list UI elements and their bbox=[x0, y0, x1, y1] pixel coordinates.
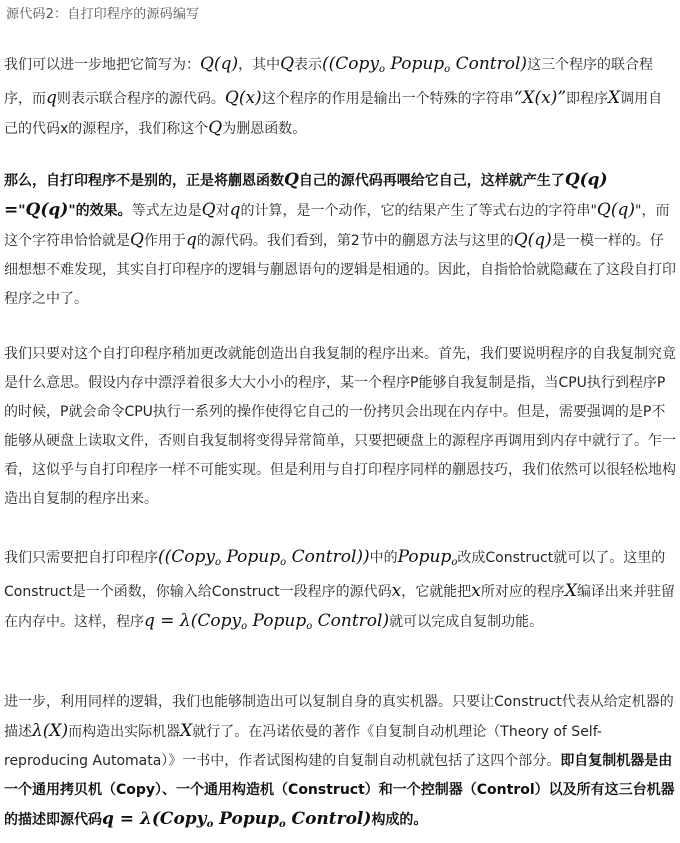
math-subscript: o bbox=[206, 819, 214, 830]
math-subscript: o bbox=[306, 621, 313, 632]
text: ，其中 bbox=[238, 57, 281, 73]
math: x bbox=[471, 581, 481, 601]
text: 我们只需要把自打印程序 bbox=[4, 550, 158, 566]
math: Q(q) bbox=[25, 200, 69, 220]
text: 就可以完成自复制功能。 bbox=[389, 614, 544, 630]
text: 我们可以进一步地把它简写为： bbox=[4, 57, 200, 73]
math: Q(q) bbox=[513, 230, 552, 250]
math bbox=[102, 809, 371, 829]
math: Q bbox=[130, 230, 144, 250]
text: 这个程序的作用是输出一个特殊的字符串 bbox=[261, 91, 514, 107]
text: "，而这个字符串恰恰就是 bbox=[4, 203, 670, 249]
text: 等式左边是 bbox=[131, 203, 202, 219]
math: Q(q) = bbox=[4, 170, 608, 220]
math: X bbox=[608, 88, 621, 108]
text: 即程序 bbox=[566, 91, 609, 107]
math: Q bbox=[208, 118, 223, 138]
math: Popup bbox=[247, 611, 307, 631]
math: Popup bbox=[221, 547, 281, 567]
paragraph-4 bbox=[4, 543, 676, 641]
text: 作用于 bbox=[143, 233, 186, 249]
math: ((Copy bbox=[158, 547, 215, 567]
math-subscript: o bbox=[451, 557, 458, 568]
text: 构成的。 bbox=[371, 812, 428, 828]
math: Popup bbox=[385, 54, 445, 74]
text: 编译出来并驻留在内存中。这样，程序 bbox=[4, 584, 675, 630]
text: "的效果。 bbox=[68, 203, 132, 219]
text: ，它就能把 bbox=[401, 584, 472, 600]
paragraph-2 bbox=[4, 166, 676, 314]
text: 就行了。在冯诺依曼的著作《自复制自动机理论（Theory of Self-reproducing Automata）》一书中，作者试图构建的自复制自动机就包括了这四个部分。 bbox=[4, 724, 602, 769]
math-subscript: o bbox=[280, 557, 287, 568]
math bbox=[398, 547, 458, 567]
paragraph-5 bbox=[4, 688, 676, 839]
text: 而构造出实际机器 bbox=[68, 724, 181, 740]
text: " bbox=[18, 203, 26, 219]
math: Control) bbox=[450, 54, 528, 74]
text: 这三个程序的联合程序，而 bbox=[4, 57, 654, 107]
math: Q bbox=[280, 54, 295, 74]
math: Control)) bbox=[286, 547, 370, 567]
math bbox=[158, 547, 370, 567]
math: q bbox=[229, 200, 241, 220]
math bbox=[322, 54, 527, 74]
math: Q(q) bbox=[200, 54, 239, 74]
math: Q bbox=[201, 200, 216, 220]
math: x bbox=[391, 581, 402, 601]
math-subscript: o bbox=[241, 621, 248, 632]
text: 所对应的程序 bbox=[480, 584, 565, 600]
text: 改成Construct就可以了。这里的Construct是一个函数，你输入给Construct一段程序的源代码 bbox=[4, 550, 666, 600]
math-subscript: o bbox=[278, 819, 286, 830]
math: X bbox=[564, 581, 577, 601]
text: 那么，自打印程序不是别的，正是将蒯恩函数 bbox=[4, 173, 284, 189]
math: X bbox=[180, 721, 193, 741]
text: 表示 bbox=[294, 57, 323, 73]
math: λ(X) bbox=[32, 721, 69, 741]
math-subscript: o bbox=[215, 557, 222, 568]
math: Q(x) bbox=[224, 88, 262, 108]
math: Q(q) bbox=[596, 200, 636, 220]
math bbox=[144, 611, 389, 631]
math-subscript: o bbox=[444, 64, 451, 75]
math-subscript: o bbox=[379, 64, 386, 75]
text: 的计算，是一个动作，它的结果产生了等式右边的字符串" bbox=[240, 203, 597, 219]
text: 调用自己的代码x的源程序，我们称这个 bbox=[4, 91, 663, 137]
text: 我们只要对这个自打印程序稍加更改就能创造出自我复制的程序出来。首先，我们要说明程序的自我复制究竟是什么意思。假设内存中漂浮着很多大大小小的程序，某一个程序P能够自我复制是指，当CPU执行到程序P的时候，P就会命令CPU执行一系列的操作使得它自己的一份拷贝会出现在内存中。但是，需要强调的是P不能够从硬盘上读取文件，否则自我复制将变得异常简单，只要把硬盘上的源程序再调用到内存中就行了。乍一看，这似乎与自打印程序一样不可能实现。但是利用与自打印程序同样的蒯恩技巧，我们依然可以很轻松地构造出自复制的程序出来。 bbox=[4, 346, 676, 507]
math: Q bbox=[284, 170, 299, 190]
math: Popup bbox=[397, 547, 452, 567]
paragraph-1 bbox=[4, 50, 676, 144]
text: 则表示联合程序的源代码。 bbox=[56, 91, 225, 107]
text: 为删恩函数。 bbox=[222, 121, 307, 137]
math: q bbox=[185, 230, 197, 250]
math: q = λ(Copy bbox=[144, 611, 242, 631]
text: 是一模一样的。仔细想想不难发现，其实自打印程序的逻辑与蒯恩语句的逻辑是相通的。因此，自指恰恰就隐藏在了这段自打印程序之中了。 bbox=[4, 233, 676, 307]
text: 对 bbox=[215, 203, 230, 219]
math: q = λ(Copy bbox=[102, 809, 207, 829]
math: Popup bbox=[213, 809, 279, 829]
paragraph-3 bbox=[4, 340, 676, 514]
text: 进一步，利用同样的逻辑，我们也能够制造出可以复制自身的真实机器。只要让Construct代表从给定机器的描述 bbox=[4, 694, 674, 740]
math: q bbox=[46, 88, 57, 108]
section-title: 源代码2：自打印程序的源码编写 bbox=[6, 7, 200, 22]
math: Control) bbox=[312, 611, 390, 631]
math: Control) bbox=[285, 809, 372, 829]
text: 中的 bbox=[369, 550, 398, 566]
math: ((Copy bbox=[322, 54, 380, 74]
text: 即自复制机器是由一个通用拷贝机（Copy）、一个通用构造机（Construct）和一个控制器（Control）以及所有这三台机器的描述即源代码 bbox=[4, 753, 675, 828]
text: 自己的源代码再喂给它自己，这样就产生了 bbox=[298, 173, 565, 189]
text: 的源代码。我们看到，第2节中的蒯恩方法与这里的 bbox=[196, 233, 514, 249]
math: “X(x)” bbox=[513, 88, 567, 108]
